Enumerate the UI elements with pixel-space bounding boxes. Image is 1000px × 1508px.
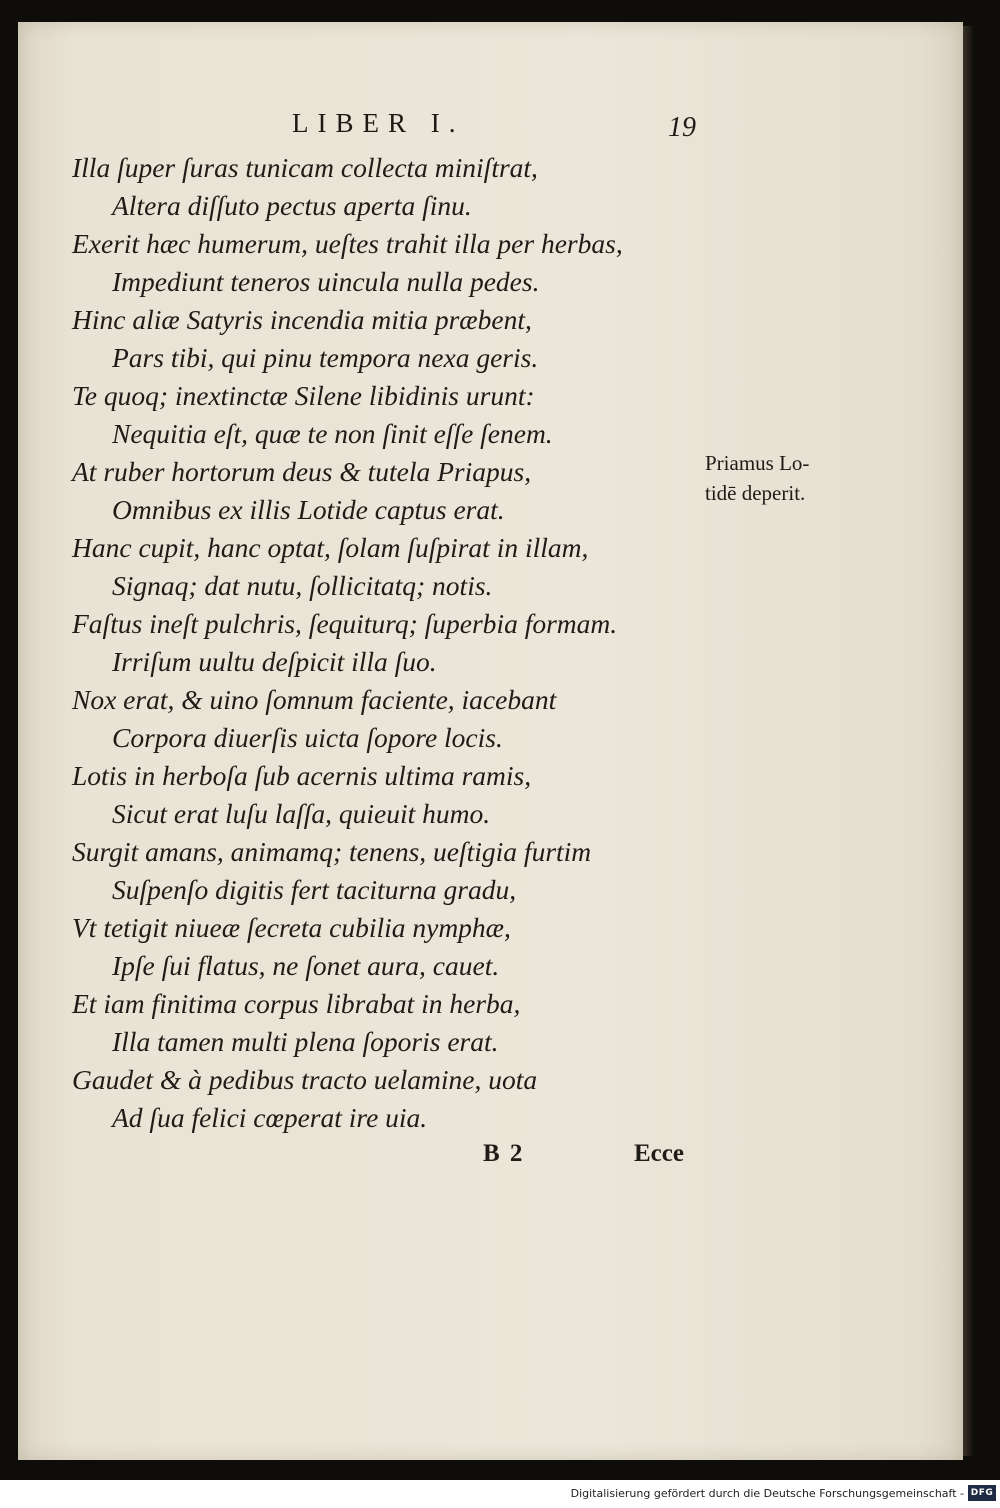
page-edge: [963, 26, 973, 1456]
marginal-note: [705, 448, 809, 508]
verse-line: Illa tamen multi plena ſoporis erat.: [112, 1026, 499, 1057]
verse-line: Hinc aliæ Satyris incendia mitia præbent,: [72, 304, 532, 335]
verse-line: Impediunt teneros uincula nulla pedes.: [112, 266, 540, 297]
verse-line: Vt tetigit niueæ ſecreta cubilia nymphæ,: [72, 912, 511, 943]
verse-line: Pars tibi, qui pinu tempora nexa geris.: [112, 342, 539, 373]
verse-line: Ipſe ſui flatus, ne ſonet aura, cauet.: [112, 950, 500, 981]
verse-line: Omnibus ex illis Lotide captus erat.: [112, 494, 505, 525]
running-head: LIBER I.: [292, 108, 465, 138]
verse-line: Altera diſſuto pectus aperta ſinu.: [112, 190, 472, 221]
verse-line: Et iam finitima corpus librabat in herba,: [72, 988, 521, 1019]
signature-mark: B 2: [483, 1140, 525, 1167]
verse-line: Gaudet & à pedibus tracto uelamine, uota: [72, 1064, 538, 1095]
verse-line: Lotis in herboſa ſub acernis ultima ramis,: [72, 760, 532, 791]
verse-line: Te quoq; inextinctæ Silene libidinis urunt:: [72, 380, 535, 411]
verse-line: Illa ſuper ſuras tunicam collecta miniſtrat,: [72, 152, 538, 183]
verse-line: Corpora diuerſis uicta ſopore locis.: [112, 722, 503, 753]
verse-line: Exerit hæc humerum, ueſtes trahit illa per herbas,: [72, 228, 623, 259]
verse-line: Signaq; dat nutu, ſollicitatq; notis.: [112, 570, 493, 601]
marginal-note-line: Priamus Lo-: [705, 451, 810, 475]
dfg-logo-icon: DFG: [968, 1485, 996, 1501]
verse-line: Hanc cupit, hanc optat, ſolam ſuſpirat in illam,: [72, 532, 589, 563]
verse-line: Irriſum uultu deſpicit illa ſuo.: [112, 646, 437, 677]
verse-line: Ad ſua felici cœperat ire uia.: [112, 1102, 428, 1133]
folio-number: 19: [668, 112, 696, 143]
catchword: Ecce: [634, 1140, 684, 1167]
verse-line: Nequitia eſt, quæ te non ſinit eſſe ſenem.: [112, 418, 553, 449]
verse-line: At ruber hortorum deus & tutela Priapus,: [72, 456, 532, 487]
verse-line: Suſpenſo digitis fert taciturna gradu,: [112, 874, 517, 905]
verse-line: Sicut erat luſu laſſa, quieuit humo.: [112, 798, 491, 829]
verse-line: Surgit amans, animamq; tenens, ueſtigia furtim: [72, 836, 592, 867]
verse-line: Faſtus ineſt pulchris, ſequiturq; ſuperbia formam.: [72, 608, 618, 639]
footer-bar: [0, 1480, 1000, 1508]
marginal-note-line: tidē deperit.: [705, 481, 806, 505]
verse-line: Nox erat, & uino ſomnum faciente, iacebant: [72, 684, 557, 715]
funding-credit: Digitalisierung gefördert durch die Deutsche Forschungsgemeinschaft -: [570, 1487, 964, 1500]
